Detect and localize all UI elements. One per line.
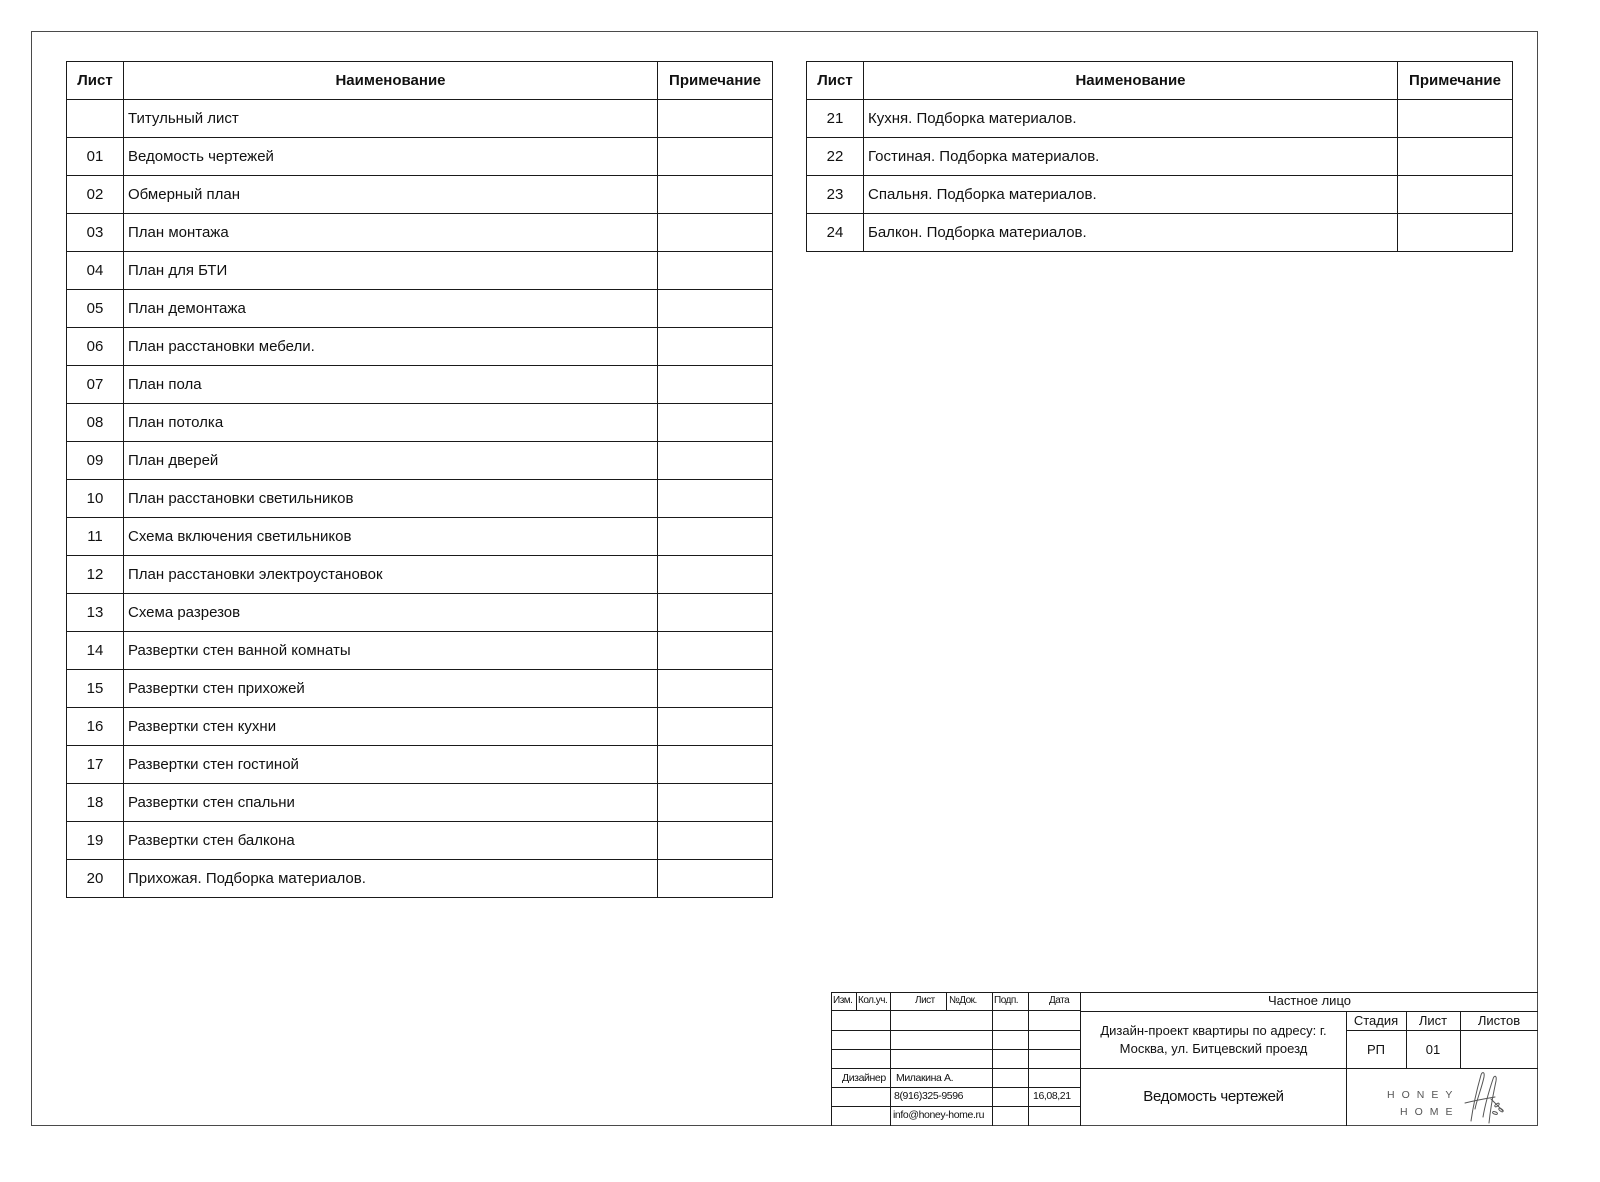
sheet-number-cell: 03 (67, 214, 124, 252)
customer-name: Частное лицо (1268, 993, 1351, 1008)
sheet-number-cell: 24 (807, 214, 864, 252)
sheet-note-cell (658, 100, 773, 138)
table-header-row (67, 62, 773, 100)
sheet-list-table-left (66, 61, 773, 898)
sheet-number-cell: 08 (67, 404, 124, 442)
sheet-number-cell: 05 (67, 290, 124, 328)
sheet-name-cell: Развертки стен гостиной (124, 746, 658, 784)
table-row (67, 632, 773, 670)
sheet-label: Лист (1418, 1013, 1448, 1028)
table-row (67, 214, 773, 252)
sheet-list-table-right (806, 61, 1513, 252)
sheet-name-cell: Балкон. Подборка материалов. (864, 214, 1398, 252)
sheet-number-cell: 04 (67, 252, 124, 290)
sheet-number-cell: 11 (67, 518, 124, 556)
company-logo (1347, 1069, 1538, 1126)
sheet-note-cell (658, 708, 773, 746)
sheet-number-cell: 18 (67, 784, 124, 822)
table-row (807, 214, 1513, 252)
header-note: Примечание (658, 62, 773, 100)
stage-label: Стадия (1353, 1013, 1399, 1028)
sheet-note-cell (1398, 138, 1513, 176)
label-n-dok: №Док. (949, 995, 977, 1006)
table-row (807, 100, 1513, 138)
label-kol-uch: Кол.уч. (858, 995, 888, 1006)
sheet-note-cell (658, 632, 773, 670)
table-row (67, 442, 773, 480)
sheet-number-cell: 16 (67, 708, 124, 746)
sheet-note-cell (658, 556, 773, 594)
sheet-number-cell: 13 (67, 594, 124, 632)
sheet-name-cell: План пола (124, 366, 658, 404)
sheet-name-cell: Развертки стен прихожей (124, 670, 658, 708)
sheet-number-cell: 23 (807, 176, 864, 214)
sheet-name-cell: План монтажа (124, 214, 658, 252)
sheet-number-cell: 10 (67, 480, 124, 518)
sheet-note-cell (658, 328, 773, 366)
sheet-number-cell: 21 (807, 100, 864, 138)
header-note: Примечание (1398, 62, 1513, 100)
sheet-number-cell: 19 (67, 822, 124, 860)
header-name: Наименование (864, 62, 1398, 100)
designer-email: info@honey-home.ru (893, 1109, 985, 1121)
role-designer: Дизайнер (842, 1072, 886, 1084)
sheet-note-cell (658, 176, 773, 214)
sheet-name-cell: План дверей (124, 442, 658, 480)
sheet-name-cell: Обмерный план (124, 176, 658, 214)
sheet-number-cell: 07 (67, 366, 124, 404)
sheet-note-cell (658, 480, 773, 518)
label-data: Дата (1049, 995, 1070, 1006)
table-row (807, 138, 1513, 176)
sheet-number-cell: 22 (807, 138, 864, 176)
table-row (67, 708, 773, 746)
table-row (807, 176, 1513, 214)
header-sheet: Лист (67, 62, 124, 100)
stage-value: РП (1366, 1042, 1385, 1057)
sheet-number-cell: 02 (67, 176, 124, 214)
designer-phone: 8(916)325-9596 (894, 1090, 964, 1102)
table-row (67, 366, 773, 404)
sheet-number-cell: 17 (67, 746, 124, 784)
project-title-line1: Дизайн-проект квартиры по адресу: г. (1100, 1023, 1327, 1038)
table-row (67, 594, 773, 632)
table-row (67, 290, 773, 328)
drawing-title: Ведомость чертежей (1143, 1088, 1284, 1105)
sheet-note-cell (1398, 214, 1513, 252)
sheet-number-cell: 01 (67, 138, 124, 176)
table-row (67, 784, 773, 822)
sheet-name-cell: Гостиная. Подборка материалов. (864, 138, 1398, 176)
header-sheet: Лист (807, 62, 864, 100)
sheet-note-cell (658, 518, 773, 556)
sheet-name-cell: Прихожая. Подборка материалов. (124, 860, 658, 898)
table-header-row (807, 62, 1513, 100)
sheet-name-cell: Развертки стен кухни (124, 708, 658, 746)
sheet-number-cell: 15 (67, 670, 124, 708)
sign-date: 16,08,21 (1033, 1090, 1071, 1102)
table-row (67, 822, 773, 860)
sheet-note-cell (658, 594, 773, 632)
sheet-name-cell: План для БТИ (124, 252, 658, 290)
sheet-name-cell: План демонтажа (124, 290, 658, 328)
sheet-number-cell: 09 (67, 442, 124, 480)
table-row (67, 138, 773, 176)
sheet-name-cell: Развертки стен балкона (124, 822, 658, 860)
designer-name: Милакина А. (896, 1072, 954, 1084)
sheet-note-cell (658, 860, 773, 898)
table-row (67, 100, 773, 138)
sheet-note-cell (1398, 176, 1513, 214)
table-row (67, 670, 773, 708)
sheet-name-cell: План расстановки светильников (124, 480, 658, 518)
sheet-name-cell: План потолка (124, 404, 658, 442)
header-name: Наименование (124, 62, 658, 100)
table-row (67, 404, 773, 442)
sheet-number-cell (67, 100, 124, 138)
sheet-name-cell: Схема включения светильников (124, 518, 658, 556)
sheet-note-cell (658, 442, 773, 480)
label-podp: Подп. (994, 995, 1019, 1006)
sheet-number-cell: 12 (67, 556, 124, 594)
sheet-name-cell: Кухня. Подборка материалов. (864, 100, 1398, 138)
sheet-note-cell (658, 290, 773, 328)
logo-monogram-icon (1451, 1069, 1511, 1126)
sheet-note-cell (658, 214, 773, 252)
logo-line2: HOME (1400, 1106, 1460, 1118)
sheet-note-cell (658, 404, 773, 442)
table-row (67, 480, 773, 518)
label-list: Лист (915, 995, 935, 1006)
sheet-name-cell: Развертки стен ванной комнаты (124, 632, 658, 670)
sheets-label: Листов (1477, 1013, 1521, 1028)
sheet-number-cell: 06 (67, 328, 124, 366)
sheet-name-cell: План расстановки электроустановок (124, 556, 658, 594)
table-row (67, 518, 773, 556)
sheet-name-cell: План расстановки мебели. (124, 328, 658, 366)
sheet-number-cell: 20 (67, 860, 124, 898)
table-row (67, 746, 773, 784)
table-row (67, 252, 773, 290)
sheet-name-cell: Спальня. Подборка материалов. (864, 176, 1398, 214)
sheet-note-cell (658, 670, 773, 708)
sheet-note-cell (658, 252, 773, 290)
logo-line1: HONEY (1387, 1089, 1460, 1101)
project-title-line2: Москва, ул. Битцевский проезд (1119, 1041, 1308, 1056)
table-row (67, 328, 773, 366)
sheet-note-cell (658, 784, 773, 822)
sheet-note-cell (658, 366, 773, 404)
sheet-note-cell (658, 138, 773, 176)
sheet-name-cell: Ведомость чертежей (124, 138, 658, 176)
title-block (831, 992, 1538, 1126)
sheet-value: 01 (1425, 1042, 1441, 1057)
sheet-number-cell: 14 (67, 632, 124, 670)
sheet-name-cell: Титульный лист (124, 100, 658, 138)
table-row (67, 860, 773, 898)
sheet-note-cell (658, 746, 773, 784)
sheet-note-cell (1398, 100, 1513, 138)
label-izm: Изм. (833, 995, 853, 1006)
sheet-name-cell: Развертки стен спальни (124, 784, 658, 822)
sheet-note-cell (658, 822, 773, 860)
table-row (67, 556, 773, 594)
sheet-name-cell: Схема разрезов (124, 594, 658, 632)
table-row (67, 176, 773, 214)
